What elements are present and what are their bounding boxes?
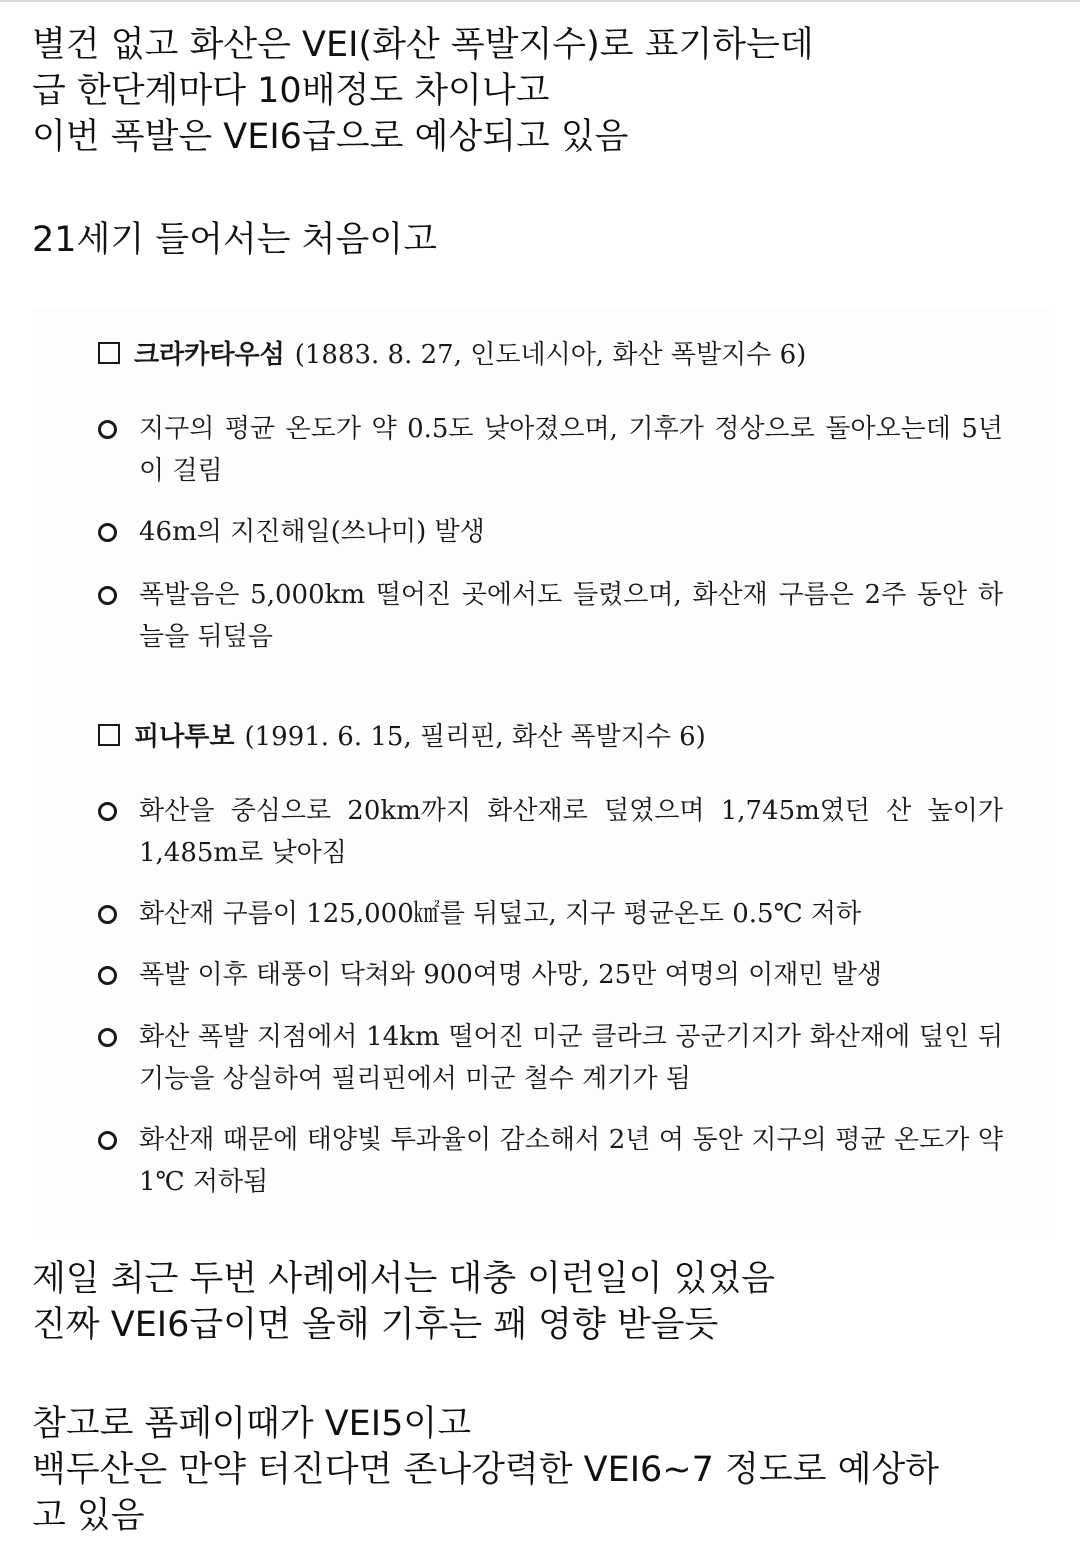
checkbox-square-icon [98, 342, 120, 364]
section-name: 피나투보 [134, 722, 235, 752]
list-item [98, 408, 1003, 492]
list-item [98, 893, 1003, 935]
section-meta: (1991. 6. 15, 필리핀, 화산 폭발지수 6) [244, 722, 706, 752]
list-item [98, 574, 1003, 658]
circle-bullet-icon [98, 523, 117, 542]
list-item-text: 화산재 구름이 125,000㎢를 뒤덮고, 지구 평균온도 0.5℃ 저하 [139, 899, 862, 929]
closing-paragraph [32, 1401, 1052, 1539]
circle-bullet-icon [98, 1028, 117, 1047]
list-item [98, 790, 1003, 874]
circle-bullet-icon [98, 905, 117, 924]
list-item [98, 1016, 1003, 1100]
circle-bullet-icon [98, 586, 117, 605]
closing-line: 백두산은 만약 터진다면 존나강력한 VEI6~7 정도로 예상하 [32, 1450, 940, 1490]
circle-bullet-icon [98, 966, 117, 985]
closing-line: 참고로 폼페이때가 VEI5이고 [32, 1404, 471, 1444]
section-heading-krakatoa [98, 338, 806, 372]
circle-bullet-icon [98, 802, 117, 821]
scanned-document-image [32, 308, 1050, 1240]
checkbox-square-icon [98, 724, 120, 746]
intro-line: 별건 없고 화산은 VEI(화산 폭발지수)로 표기하는데 [32, 25, 814, 65]
circle-bullet-icon [98, 420, 117, 439]
intro-note [32, 217, 1052, 263]
intro-line: 급 한단계마다 10배정도 차이나고 [32, 71, 550, 111]
list-item [98, 511, 1003, 553]
list-item-text: 지구의 평균 온도가 약 0.5도 낮아졌으며, 기후가 정상으로 돌아오는데 5년이 걸림 [139, 414, 1003, 486]
outro-line: 제일 최근 두번 사례에서는 대충 이런일이 있었음 [32, 1259, 775, 1299]
outro-line: 진짜 VEI6급이면 올해 기후는 꽤 영향 받을듯 [32, 1305, 719, 1345]
list-item-text: 폭발음은 5,000km 떨어진 곳에서도 들렸으며, 화산재 구름은 2주 동안 하늘을 뒤덮음 [139, 580, 1003, 652]
list-item-text: 46m의 지진해일(쓰나미) 발생 [139, 517, 485, 547]
section-meta: (1883. 8. 27, 인도네시아, 화산 폭발지수 6) [294, 340, 807, 370]
circle-bullet-icon [98, 1131, 117, 1150]
list-item-text: 화산재 때문에 태양빛 투과율이 감소해서 2년 여 동안 지구의 평균 온도가 약 1℃ 저하됨 [139, 1125, 1003, 1197]
section-heading-pinatubo [98, 720, 706, 754]
top-divider [0, 0, 1080, 2]
list-item-text: 화산 폭발 지점에서 14km 떨어진 미군 클라크 공군기지가 화산재에 덮인 뒤 기능을 상실하여 필리핀에서 미군 철수 계기가 됨 [139, 1022, 1003, 1094]
intro-paragraph [32, 22, 1052, 160]
section-name: 크라카타우섬 [134, 340, 285, 370]
closing-line: 고 있음 [32, 1496, 145, 1536]
intro-note-line: 21세기 들어서는 처음이고 [32, 220, 437, 260]
list-item [98, 954, 1003, 996]
list-item-text: 폭발 이후 태풍이 닥쳐와 900여명 사망, 25만 여명의 이재민 발생 [139, 960, 883, 990]
list-item [98, 1119, 1003, 1203]
intro-line: 이번 폭발은 VEI6급으로 예상되고 있음 [32, 117, 629, 157]
outro-paragraph [32, 1256, 1052, 1348]
list-item-text: 화산을 중심으로 20km까지 화산재로 덮였으며 1,745m였던 산 높이가 1,485m로 낮아짐 [139, 796, 1003, 868]
